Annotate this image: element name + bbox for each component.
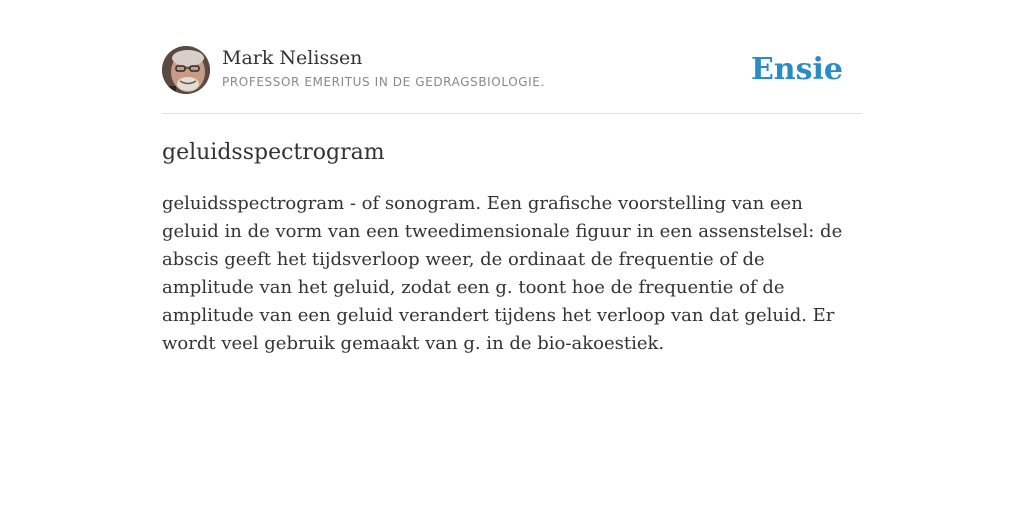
entry-term: geluidsspectrogram bbox=[162, 140, 385, 165]
author-header bbox=[162, 46, 862, 96]
author-title: PROFESSOR EMERITUS IN DE GEDRAGSBIOLOGIE. bbox=[222, 75, 545, 89]
entry-definition: geluidsspectrogram - of sonogram. Een grafische voorstelling van een geluid in de vorm van een tweedimensionale figuur in een assenstelsel: de abscis geeft het tijdsverloop weer, de ordinaat de frequentie of de amplitude van het geluid, zodat een g. toont hoe de frequentie of de amplitude van een geluid verandert tijdens het verloop van dat geluid. Er wordt veel gebruik gemaakt van g. in de bio-akoestiek. bbox=[162, 193, 843, 354]
ensie-logo-link[interactable]: Ensie bbox=[750, 52, 843, 87]
header-divider bbox=[162, 113, 862, 114]
author-name[interactable]: Mark Nelissen bbox=[222, 47, 363, 69]
author-avatar[interactable] bbox=[162, 46, 210, 94]
portrait-photo-icon bbox=[162, 46, 210, 94]
